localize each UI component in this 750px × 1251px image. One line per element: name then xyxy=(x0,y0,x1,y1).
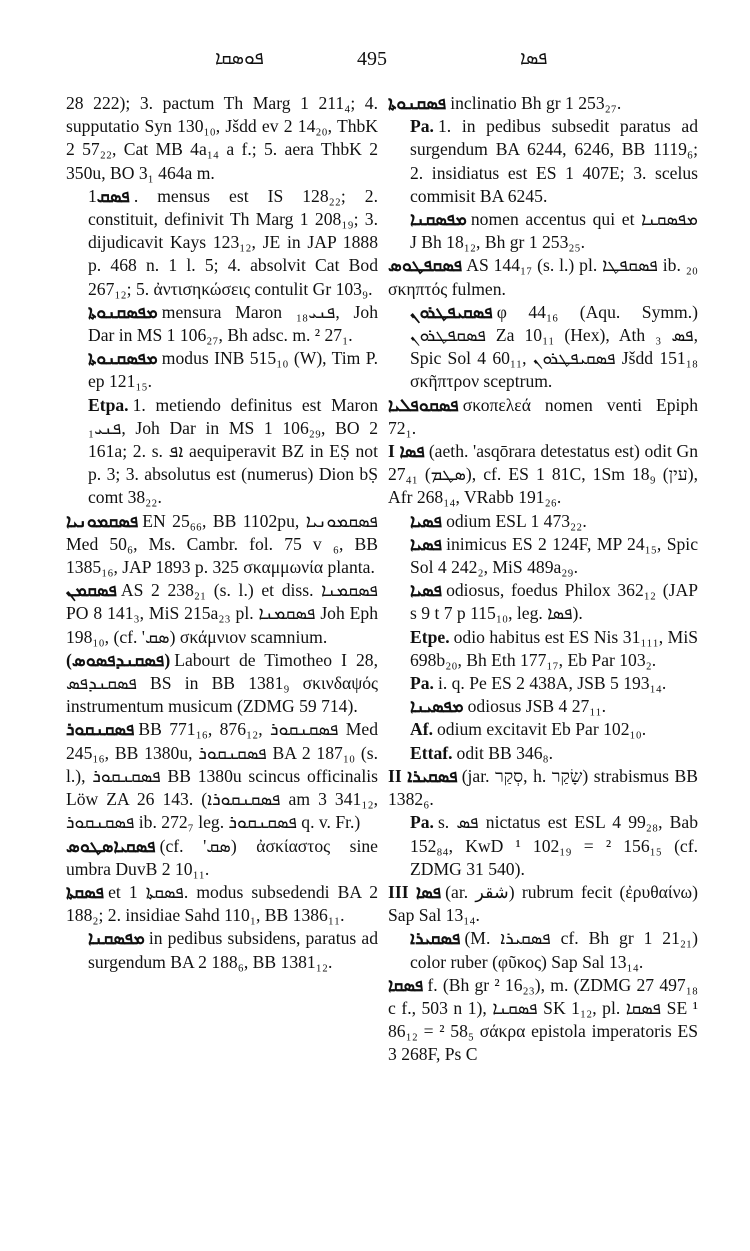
entry-headword: Pa. xyxy=(410,116,434,137)
entry-headword: (ܦܣܩܢܕܦܣܘܣ) xyxy=(66,649,171,670)
entry-headword: ܦܣܩܐ xyxy=(388,974,424,995)
entry-headword: ܦܣܩܝܦܛܪܘܢ xyxy=(410,301,493,322)
entry-text: AS 144₁₇ (s. l.) pl. ܦܣܩܦܛܐ ib. ₂₀ σκηπτός fulmen. xyxy=(388,255,698,299)
entry-text: mensura Maron ܦܢܝ₁₈, Joh Dar in MS 1 106₂₇, Bh adsc. m. ² 27₁. xyxy=(88,301,378,346)
entry-headword: ܦܣܩܝܐܣܛܘܣ xyxy=(66,835,156,856)
entry-text: EN 25₆₆, BB 1102pu, ܦܣܩܡܘܢܝܐ Med 50₆, Ms. Cambr. fol. 75 v ₆, BB 1385₁₆, JAP 1893 p. 325 σκαμμωνία planta. xyxy=(66,510,378,578)
entry-headword: ܡܦܣܩܢܘܬܐ xyxy=(88,301,158,322)
running-header xyxy=(0,48,750,78)
entry-text: odium ESL 1 473₂₂. xyxy=(446,510,587,531)
dictionary-entry xyxy=(66,92,378,185)
dictionary-entry xyxy=(388,626,698,672)
left-column xyxy=(66,92,378,974)
entry-headword: Etpa. xyxy=(88,394,129,415)
dictionary-entry xyxy=(66,718,378,834)
entry-text: 28 222); 3. pactum Th Marg 1 211₄; 4. supputatio Syn 130₁₀, Jšdd ev 2 14₂₀, ThbK 2 57₂₂, Cat MB 4a₁₄ a f.; 5. aera ThbK 2 350u, BO 3₁ 464a m. xyxy=(66,93,378,183)
entry-headword: ܦܣܩܢܩܘܪ xyxy=(66,719,135,740)
entry-text: odiosus JSB 4 27₁₁. xyxy=(467,696,606,717)
dictionary-entry xyxy=(66,835,378,881)
entry-headword: ܦܣܩ xyxy=(96,185,130,206)
dictionary-entry xyxy=(388,254,698,300)
dictionary-entry xyxy=(388,765,698,811)
dictionary-entry xyxy=(388,881,698,927)
entry-text: modus INB 515₁₀ (W), Tim P. ep 121₁₅. xyxy=(88,348,378,392)
entry-text: et ܦܣܩܬܐ 1. modus subsedendi BA 2 188₂; 2. insidiae Sahd 110₁, BB 1386₁₁. xyxy=(66,881,378,926)
dictionary-entry xyxy=(388,974,698,1067)
header-right-word: ܦܣܐ xyxy=(520,48,548,69)
entry-headword: Ettaf. xyxy=(410,742,453,763)
entry-headword: ܦܣܝܐ xyxy=(410,533,443,554)
entry-text: i. q. Pe ES 2 438A, JSB 5 193₁₄. xyxy=(437,673,667,694)
dictionary-entry xyxy=(388,533,698,579)
entry-headword: III ܦܣܐ xyxy=(388,881,442,902)
dictionary-entry xyxy=(66,881,378,927)
entry-headword: ܦܣܩܢܘܬܐ xyxy=(388,93,447,113)
dictionary-entry xyxy=(66,347,378,393)
dictionary-entry xyxy=(388,811,698,881)
dictionary-entry xyxy=(66,185,378,301)
entry-text: s. ܦܣ nictatus est ESL 4 99₂₈, Bab 152₈₄, KwD ¹ 102₁₉ = ² 156₁₅ (cf. ZDMG 31 540). xyxy=(410,812,698,879)
entry-text: BB 771₁₆, 876₁₂, ܦܣܩܢܩܘܪ Med 245₁₆, BB 1380u, ܦܣܩܢܩܘܪ BA 2 187₁₀ (s. l.), ܦܣܩܢܩܘܪ BB 1380u scincus officinalis Löw ZA 26 143. (ܦܣܩܢܩܘܪܐ am 3 341₁₂, ܦܣܩܢܩܘܪ ib. 272₇ leg. ܦܣܩܢܩܘܪ q. v. Fr.) xyxy=(66,719,378,833)
dictionary-entry xyxy=(66,394,378,510)
entry-text: odit BB 346₈. xyxy=(456,742,554,763)
entry-text: (aeth. 'asqōrara detestatus est) odit Gn 27₄₁ (ܣܛܡ), cf. ES 1 81C, 1Sm 18₉ (עין), Afr 268₁₄, VRabb 191₂₆. xyxy=(388,441,699,508)
entry-text: odio habitus est ES Nis 31₁₁₁, MiS 698b₂₀, Bh Eth 177₁₇, Eb Par 103₂. xyxy=(410,626,698,670)
entry-headword: ܦܣܩܦܛܘܣ xyxy=(388,255,463,276)
entry-headword: ܦܣܩܘܦܠܝܐ xyxy=(388,394,459,415)
entry-headword: Etpe. xyxy=(410,626,450,647)
entry-headword: ܦܣܩܝܪܐ xyxy=(410,928,461,949)
entry-text: σκοπελεά nomen venti Epiph 72₁. xyxy=(388,394,698,438)
entry-headword: I ܦܣܐ xyxy=(388,441,425,462)
dictionary-entry xyxy=(388,510,698,533)
right-column xyxy=(388,92,698,1067)
dictionary-entry xyxy=(66,301,378,347)
entry-headword: Pa. xyxy=(410,812,434,833)
entry-text: Labourt de Timotheo I 28, ܦܣܩܢܕܦܣ BS in BB 1381₉ σκινδαψός instrumentum musicum (ZDMG 59 714). xyxy=(66,649,378,717)
entry-text: inclinatio Bh gr 1 253₂₇. xyxy=(450,93,622,113)
page-number: 495 xyxy=(357,48,387,70)
entry-text: 1. in pedibus subsedit paratus ad surgendum BA 6244, 6246, BB 1119₆; 2. insidiatus est ES 1 407E; 3. scelus commisit BA 6245. xyxy=(410,116,698,206)
entry-text: (jar. סְקַר, h. שָׂקַר) strabismus BB 1382₆. xyxy=(388,765,699,810)
entry-headword: ܡܦܣܩܢܐ xyxy=(410,209,467,230)
header-left-word: ܦܘܣܩܐ xyxy=(215,48,264,69)
entry-headword: Pa. xyxy=(410,673,434,694)
dictionary-entry xyxy=(388,579,698,625)
entry-text: in pedibus subsidens, paratus ad surgendum BA 2 188₆, BB 1381₁₂. xyxy=(88,928,378,972)
entry-headword: ܦܣܝܐ xyxy=(410,580,443,601)
entry-text: nomen accentus qui et ܡܦܣܩܢܐ J Bh 18₁₂, Bh gr 1 253₂₅. xyxy=(410,209,698,253)
entry-text: odiosus, foedus Philox 362₁₂ (JAP s 9 t 7 p 115₁₀, leg. ܦܣܐ). xyxy=(410,580,698,624)
entry-headword: ܡܦܣܝܢܐ xyxy=(410,696,464,717)
entry-headword: ܦܣܝܐ xyxy=(410,510,443,531)
dictionary-entry xyxy=(388,695,698,718)
dictionary-entry xyxy=(388,208,698,254)
entry-text: odium excitavit Eb Par 102₁₀. xyxy=(436,719,647,740)
entry-text: (M. ܦܣܩܝܪܐ cf. Bh gr 1 21₂₁) color ruber (φῦκος) Sap Sal 13₁₄. xyxy=(410,928,698,972)
entry-headword: ܡܦܣܩܢܐ xyxy=(88,928,145,949)
dictionary-entry xyxy=(66,510,378,580)
dictionary-entry xyxy=(388,92,698,115)
entry-text: f. (Bh gr ² 16₂₃), m. (ZDMG 27 497₁₈ c f., 503 n 1), ܦܣܩܢܐ SK 1₁₂, pl. ܦܣܩܐ SE ¹ 86₁₂ = ² 58₅ σάκρα epistola imperatoris ES 3 268F, Ps C xyxy=(388,974,698,1065)
entry-text: (ar. شقر) rubrum fecit (ἐρυθαίνω) Sap Sal 13₁₄. xyxy=(388,881,698,926)
entry-headword: ܦܣܩܬܐ xyxy=(66,881,105,902)
dictionary-entry xyxy=(388,115,698,208)
entry-headword: Af. xyxy=(410,719,433,740)
dictionary-entry xyxy=(66,579,378,649)
entry-text: φ 44₁₆ (Aqu. Symm.) ܦܣܩܦܛܪܘܢ Za 10₁₁ (Hex), Ath ܦܣ ₃, Spic Sol 4 60₁₁, ܦܣܩܝܦܛܪܘܢ Jšdd 151₁₈ σκῆπτρον sceptrum. xyxy=(410,301,698,392)
entry-text: inimicus ES 2 124F, MP 24₁₅, Spic Sol 4 242₂, MiS 489a₂₉. xyxy=(410,533,698,578)
dictionary-entry xyxy=(388,742,698,765)
entry-headword: ܦܣܩܡܢ xyxy=(66,580,117,601)
entry-text: 1. metiendo definitus est Maron ܦܢܝ₁, Joh Dar in MS 1 106₂₉, BO 2 161a; 2. s. ܐܦ aequiperavit BZ in EṢ not p. 3; 3. absolutus est (numerus) Dion bṢ comt 38₂₂. xyxy=(88,394,378,508)
entry-text: (cf. 'ܣܩ) ἀσκίαστος sine umbra DuvB 2 10₁₁. xyxy=(66,835,378,879)
dictionary-entry xyxy=(388,394,698,440)
dictionary-entry xyxy=(388,301,698,394)
entry-text: AS 2 238₂₁ (s. l.) et diss. ܦܣܩܡܢܐ PO 8 141₃, MiS 215a₂₃ pl. ܦܣܩܡܢܐ Joh Eph 198₁₀, (cf. 'ܣܩ) σκάμνιον scamnium. xyxy=(66,580,379,647)
dictionary-entry xyxy=(388,440,698,510)
dictionary-entry xyxy=(388,672,698,695)
entry-headword: ܡܦܣܩܢܘܬܐ xyxy=(88,348,158,369)
dictionary-entry xyxy=(388,927,698,973)
entry-headword: II ܦܣܩܝܪܐ xyxy=(388,765,458,786)
entry-headword: ܦܣܩܡܘܢܝܐ xyxy=(66,510,139,531)
entry-text: 1. mensus est IS 128₂₂; 2. constituit, definivit Th Marg 1 208₁₉; 3. dijudicavit Kays 123₁₂, JE in JAP 1888 p. 468 n. 1 l. 5; 4. absolvit Cat Bod 267₁₂; 5. ἀντισηκώσεις contulit Gr 103₉. xyxy=(88,185,378,299)
dictionary-entry xyxy=(66,649,378,719)
dictionary-entry xyxy=(388,718,698,741)
dictionary-entry xyxy=(66,927,378,973)
